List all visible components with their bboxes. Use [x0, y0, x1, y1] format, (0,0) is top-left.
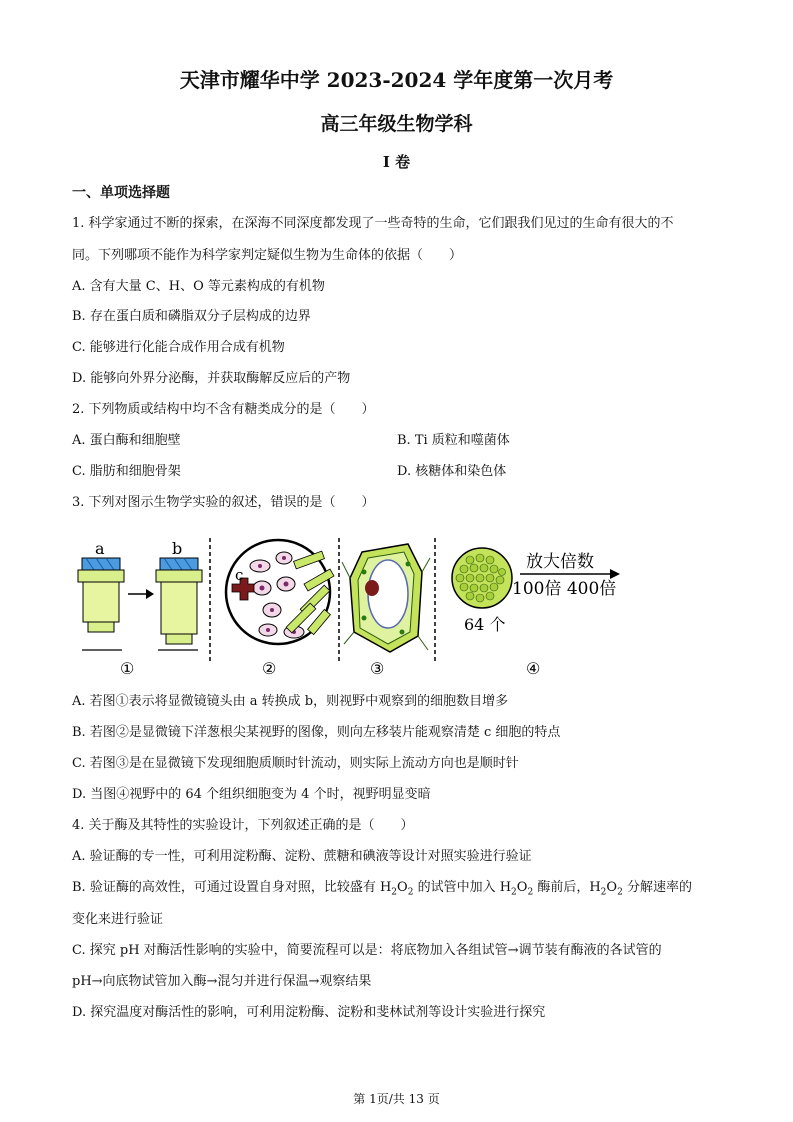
q3-figure [72, 532, 632, 682]
q2-stem: 2. 下列物质或结构中均不含有糖类成分的是（ ） [72, 402, 375, 417]
root-tip-field-icon [226, 540, 334, 644]
label-c: c [235, 566, 244, 584]
q4-option-b-line2: 变化来进行验证 [72, 912, 164, 927]
tissue-field-icon [452, 548, 512, 608]
q1-stem-line1: 1. 科学家通过不断的探索，在深海不同深度都发现了一些奇特的生命，它们跟我们见过的生命有很大的不 [72, 216, 674, 231]
q4-option-b-line1: B. 验证酶的高效性，可通过设置自身对照，比较盛有 $H_2O_2$ 的试管中加入 $H_2O_2$ 酶前后，$H_2O_2$ 分解速率的 [72, 880, 692, 898]
q1-stem-line2: 同。下列哪项不能作为科学家判定疑似生物为生命体的依据（ ） [72, 248, 463, 263]
plant-cell-icon [342, 544, 430, 652]
q3-stem: 3. 下列对图示生物学实验的叙述，错误的是（ ） [72, 495, 375, 510]
q4-stem: 4. 关于酶及其特性的实验设计，下列叙述正确的是（ ） [72, 818, 414, 833]
q1-option-a: A. 含有大量 C、H、O 等元素构成的有机物 [72, 279, 325, 294]
volume-label: I 卷 [382, 153, 411, 171]
q3-option-c: C. 若图③是在显微镜下发现细胞质顺时针流动，则实际上流动方向也是顺时针 [72, 756, 519, 771]
page-title: 天津市耀华中学 2023-2024 学年度第一次月考 [179, 68, 614, 92]
label-a: a [95, 539, 105, 558]
q2-option-d: D. 核糖体和染色体 [397, 464, 507, 479]
section-heading: 一、单项选择题 [72, 185, 170, 201]
q1-option-b: B. 存在蛋白质和磷脂双分子层构成的边界 [72, 309, 311, 324]
objective-lens-a-icon [78, 558, 124, 632]
q2-option-a: A. 蛋白酶和细胞壁 [72, 433, 181, 448]
q4-option-a: A. 验证酶的专一性，可利用淀粉酶、淀粉、蔗糖和碘液等设计对照实验进行验证 [72, 849, 532, 864]
q3-option-d: D. 当图④视野中的 64 个组织细胞变为 4 个时，视野明显变暗 [72, 787, 431, 802]
magnification-title: 放大倍数 [526, 552, 594, 572]
label-b: b [172, 539, 183, 558]
q2-option-c: C. 脂肪和细胞骨架 [72, 464, 181, 479]
panel-number-4: ④ [526, 659, 541, 678]
panel-number-1: ① [120, 659, 135, 678]
arrow-icon [128, 589, 154, 599]
q4-option-d: D. 探究温度对酶活性的影响，可利用淀粉酶、淀粉和斐林试剂等设计实验进行探究 [72, 1005, 546, 1020]
q4-option-c-line1: C. 探究 pH 对酶活性影响的实验中，简要流程可以是：将底物加入各组试管→调节装有酶液的各试管的 [72, 943, 662, 958]
page-footer: 第 1页/共 13 页 [353, 1092, 440, 1106]
panel-number-2: ② [262, 659, 277, 678]
cell-count: 64 个 [464, 615, 506, 634]
panel-number-3: ③ [370, 659, 385, 678]
magnification-values: 100倍 400倍 [512, 579, 617, 599]
q1-option-c: C. 能够进行化能合成作用合成有机物 [72, 340, 285, 355]
q3-option-a: A. 若图①表示将显微镜镜头由 a 转换成 b，则视野中观察到的细胞数目增多 [72, 694, 509, 709]
q2-option-b: B. Ti 质粒和噬菌体 [397, 433, 510, 448]
objective-lens-b-icon [156, 558, 202, 644]
q4-option-c-line2: pH→向底物试管加入酶→混匀并进行保温→观察结果 [72, 974, 372, 989]
q3-option-b: B. 若图②是显微镜下洋葱根尖某视野的图像，则向左移装片能观察清楚 c 细胞的特点 [72, 725, 561, 740]
page-subtitle: 高三年级生物学科 [320, 113, 473, 135]
q1-option-d: D. 能够向外界分泌酶，并获取酶解反应后的产物 [72, 371, 351, 386]
